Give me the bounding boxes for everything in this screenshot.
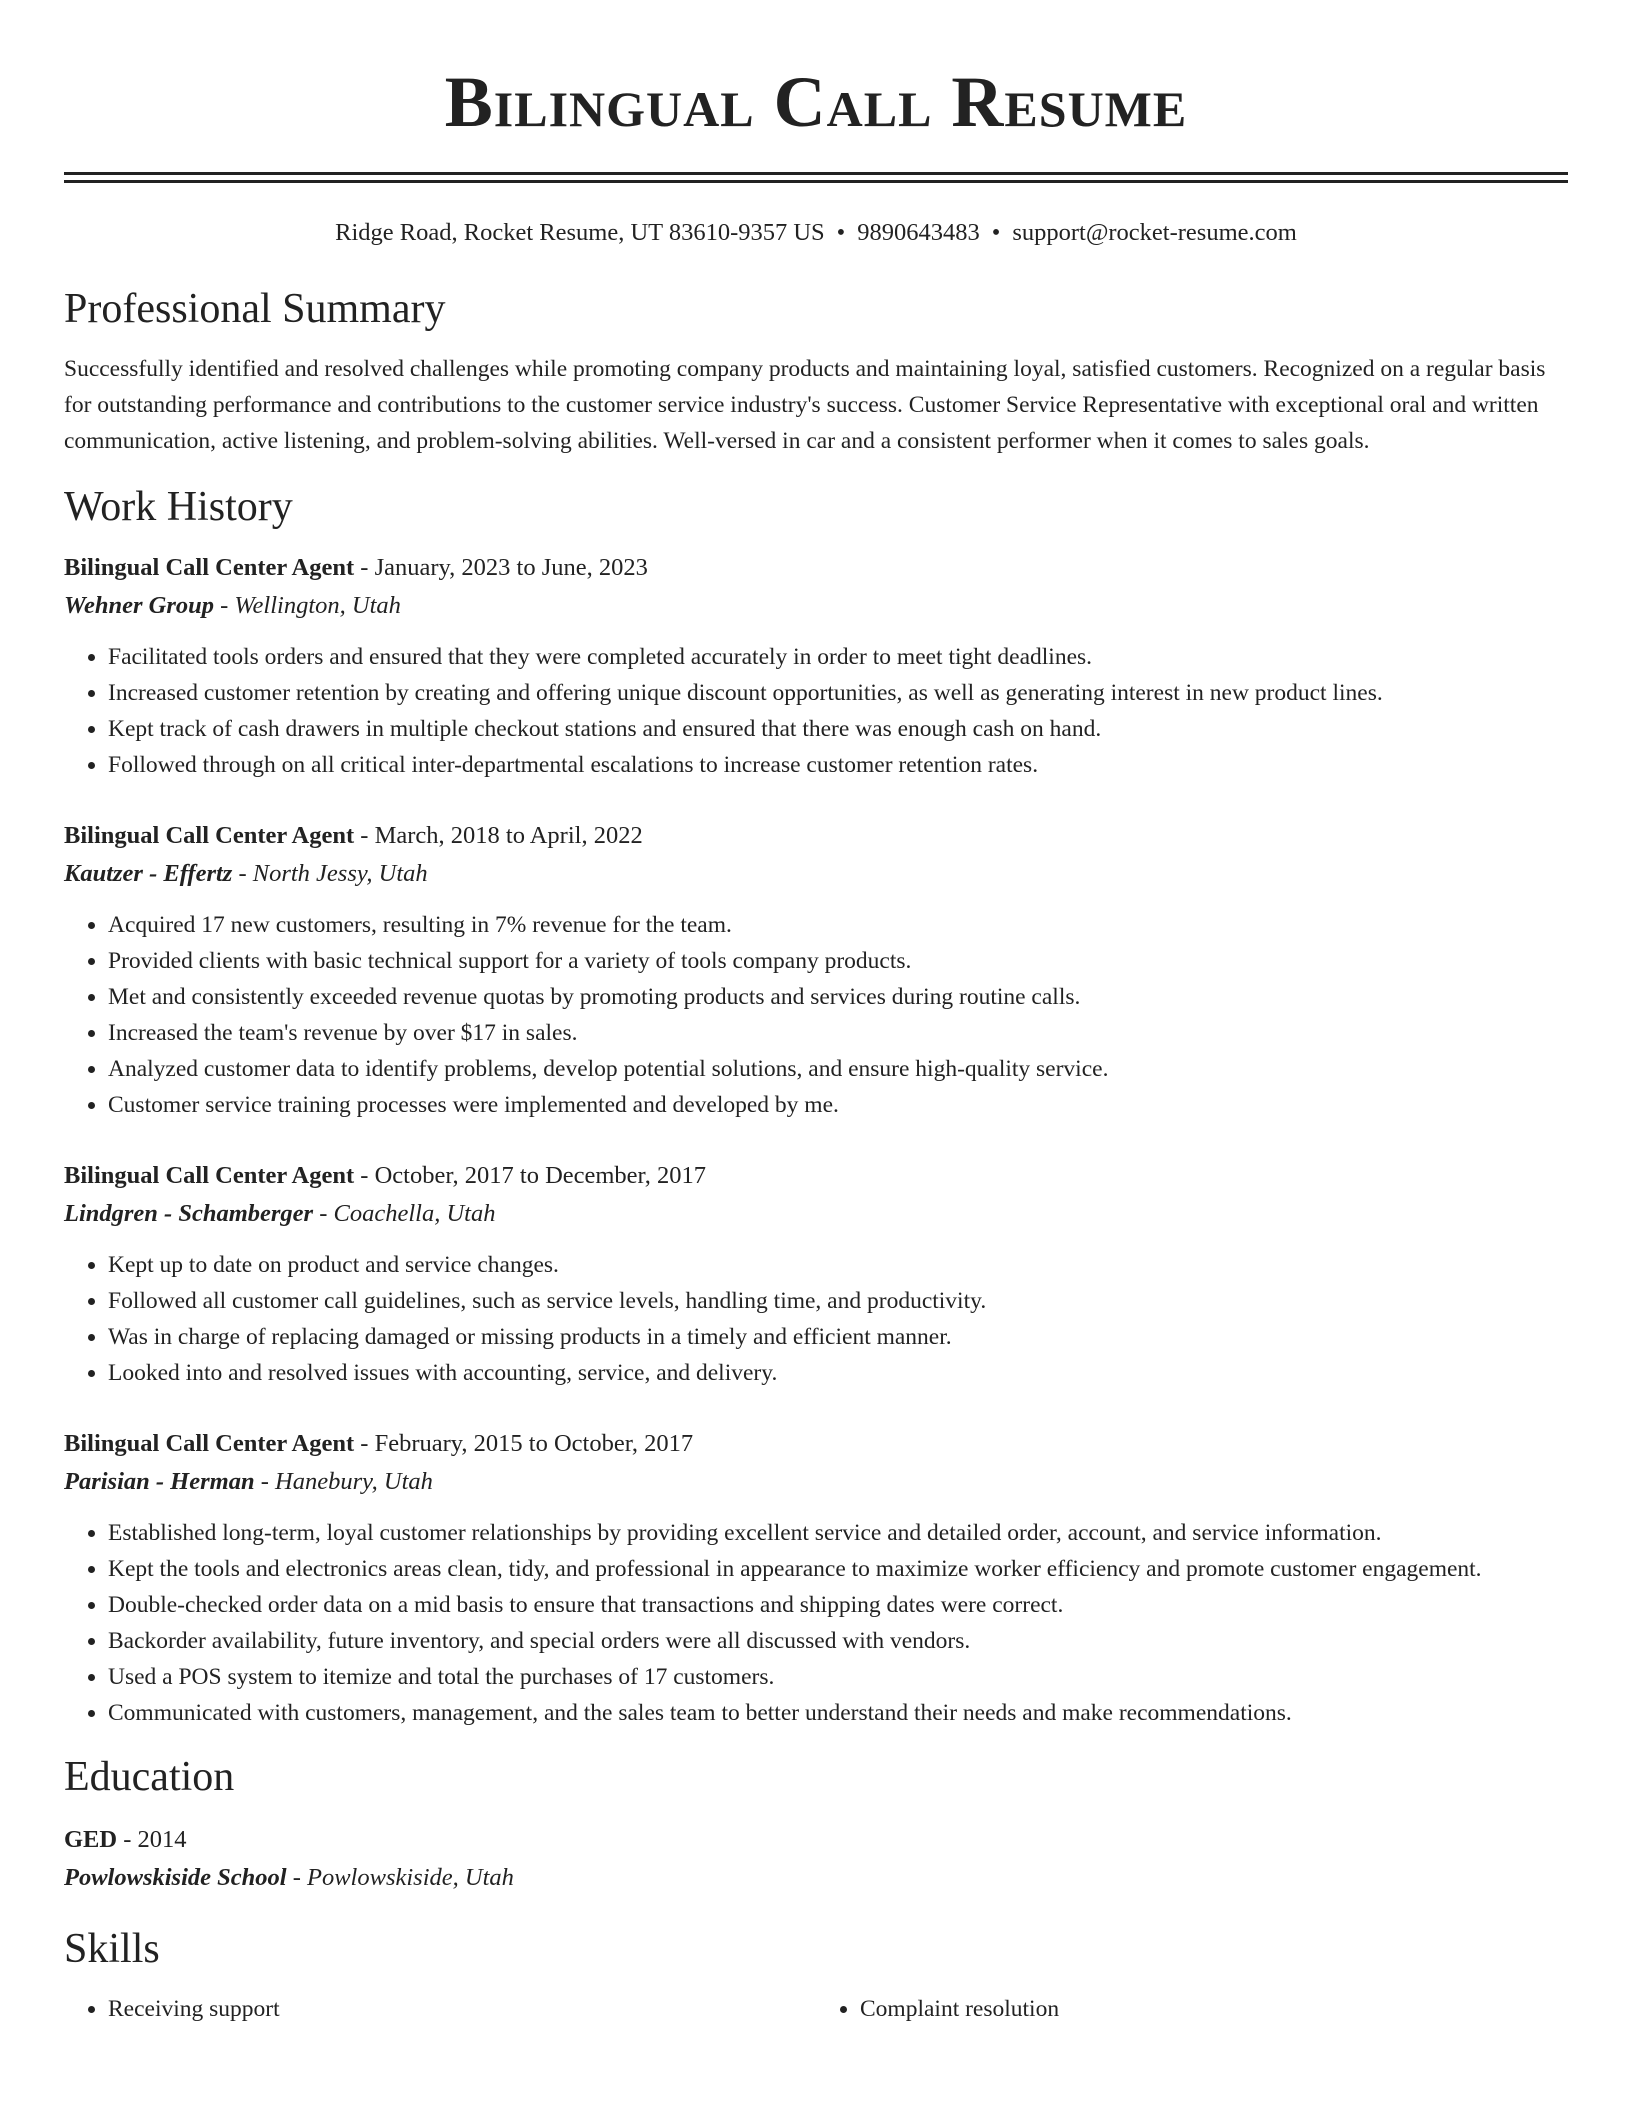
- contact-address: Ridge Road, Rocket Resume, UT 83610-9357 US: [335, 219, 825, 246]
- job-company: Kautzer - Effertz: [64, 860, 233, 887]
- degree-year: - 2014: [117, 1826, 187, 1853]
- job-bullet: • Facilitated tools orders and ensured that they were completed accurately in order to meet tight deadlines.: [108, 639, 1568, 675]
- skills-column-right: [816, 1991, 1568, 2027]
- job-dates: - October, 2017 to December, 2017: [354, 1162, 706, 1189]
- job-bullet: • Increased customer retention by creating and offering unique discount opportunities, as well as generating interest in new product lines.: [108, 675, 1568, 711]
- job-location: - North Jessy, Utah: [232, 860, 428, 887]
- job-bullet: • Analyzed customer data to identify problems, develop potential solutions, and ensure high-quality service.: [108, 1051, 1568, 1087]
- school-line: [64, 1859, 1568, 1897]
- skills-column-left: [64, 1991, 816, 2027]
- job-entry: [64, 549, 1568, 783]
- job-bullet: • Provided clients with basic technical support for a variety of tools company products.: [108, 943, 1568, 979]
- contact-email: support@rocket-resume.com: [1012, 219, 1297, 246]
- job-company: Parisian - Herman: [64, 1468, 255, 1495]
- job-title-line: [64, 549, 1568, 587]
- job-dates: - March, 2018 to April, 2022: [354, 822, 643, 849]
- skill-item: • Receiving support: [108, 1991, 816, 2027]
- job-bullet: • Kept up to date on product and service changes.: [108, 1247, 1568, 1283]
- job-title: Bilingual Call Center Agent: [64, 554, 355, 581]
- contact-separator: •: [991, 219, 1001, 246]
- job-entry: [64, 1425, 1568, 1731]
- resume-title: Bilingual Call Resume: [444, 62, 1188, 142]
- school-location: - Powlowskiside, Utah: [286, 1864, 514, 1891]
- job-company: Wehner Group: [64, 592, 214, 619]
- job-title: Bilingual Call Center Agent: [64, 1430, 355, 1457]
- job-bullet: • Followed through on all critical inter-departmental escalations to increase customer retention rates.: [108, 747, 1568, 783]
- skills-list: [64, 1991, 1568, 2027]
- job-bullet: • Increased the team's revenue by over $17 in sales.: [108, 1015, 1568, 1051]
- job-location: - Wellington, Utah: [213, 592, 401, 619]
- work-history-heading: Work History: [64, 484, 293, 530]
- job-bullet: • Communicated with customers, management, and the sales team to better understand their needs and make recommendations.: [108, 1695, 1568, 1731]
- skills-heading: Skills: [64, 1926, 160, 1972]
- job-entry: [64, 1157, 1568, 1391]
- job-bullets: [64, 907, 1568, 1123]
- job-entry: [64, 817, 1568, 1123]
- summary-heading: Professional Summary: [64, 286, 446, 332]
- job-bullet: • Kept track of cash drawers in multiple checkout stations and ensured that there was enough cash on hand.: [108, 711, 1568, 747]
- education-heading: Education: [64, 1754, 235, 1800]
- job-company-line: [64, 1195, 1568, 1233]
- job-location: - Hanebury, Utah: [254, 1468, 433, 1495]
- job-location: - Coachella, Utah: [313, 1200, 496, 1227]
- job-bullets: [64, 1247, 1568, 1391]
- job-bullet: • Acquired 17 new customers, resulting in 7% revenue for the team.: [108, 907, 1568, 943]
- job-bullet: • Established long-term, loyal customer relationships by providing excellent service and detailed order, account, and service information.: [108, 1515, 1568, 1551]
- contact-phone: 9890643483: [857, 219, 980, 246]
- job-title: Bilingual Call Center Agent: [64, 822, 355, 849]
- contact-separator: •: [836, 219, 846, 246]
- degree: GED: [64, 1826, 118, 1853]
- job-company-line: [64, 587, 1568, 625]
- job-company-line: [64, 1463, 1568, 1501]
- job-bullet: • Kept the tools and electronics areas clean, tidy, and professional in appearance to maximize worker efficiency and promote customer engagement.: [108, 1551, 1568, 1587]
- skill-item: • Complaint resolution: [860, 1991, 1568, 2027]
- job-bullet: • Used a POS system to itemize and total the purchases of 17 customers.: [108, 1659, 1568, 1695]
- education-entry: [64, 1821, 1568, 1897]
- contact-line: [64, 217, 1568, 249]
- summary-text: Successfully identified and resolved challenges while promoting company products and maintaining loyal, satisfied customers. Recognized on a regular basis for outstanding performance and contributions to the customer service industry's success. Customer Service Representative with exceptional oral and written communication, active listening, and problem-solving abilities. Well-versed in car and a consistent performer when it comes to sales goals.: [64, 356, 1546, 454]
- job-dates: - January, 2023 to June, 2023: [354, 554, 648, 581]
- job-title-line: [64, 1425, 1568, 1463]
- job-bullets: [64, 1515, 1568, 1731]
- job-company-line: [64, 855, 1568, 893]
- title-double-rule: [64, 172, 1568, 183]
- job-bullet: • Followed all customer call guidelines, such as service levels, handling time, and productivity.: [108, 1283, 1568, 1319]
- job-bullet: • Backorder availability, future inventory, and special orders were all discussed with vendors.: [108, 1623, 1568, 1659]
- school-name: Powlowskiside School: [64, 1864, 287, 1891]
- resume-page: [64, 0, 1568, 2027]
- job-bullet: • Customer service training processes were implemented and developed by me.: [108, 1087, 1568, 1123]
- job-title-line: [64, 1157, 1568, 1195]
- degree-line: [64, 1821, 1568, 1859]
- job-bullets: [64, 639, 1568, 783]
- job-dates: - February, 2015 to October, 2017: [354, 1430, 694, 1457]
- job-bullet: • Was in charge of replacing damaged or missing products in a timely and efficient manner.: [108, 1319, 1568, 1355]
- job-bullet: • Looked into and resolved issues with accounting, service, and delivery.: [108, 1355, 1568, 1391]
- job-title-line: [64, 817, 1568, 855]
- job-title: Bilingual Call Center Agent: [64, 1162, 355, 1189]
- job-bullet: • Double-checked order data on a mid basis to ensure that transactions and shipping dates were correct.: [108, 1587, 1568, 1623]
- job-company: Lindgren - Schamberger: [64, 1200, 314, 1227]
- job-bullet: • Met and consistently exceeded revenue quotas by promoting products and services during routine calls.: [108, 979, 1568, 1015]
